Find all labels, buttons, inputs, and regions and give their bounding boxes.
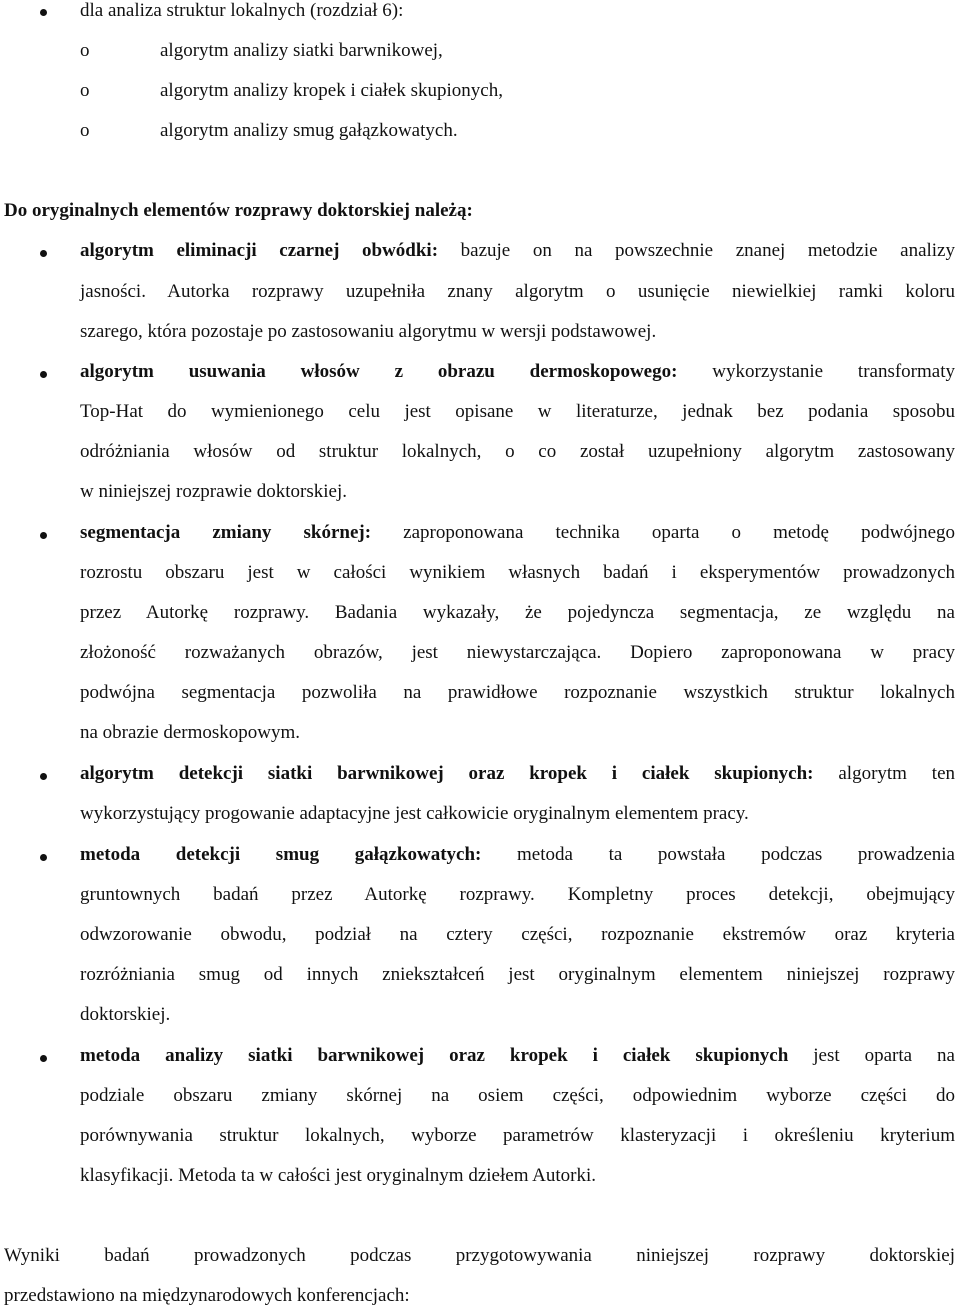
list-item-line: metoda analizy siatki barwnikowej oraz kropek i ciałek skupionych jest oparta na [80, 1045, 955, 1066]
list-item-line: złożoność rozważanych obrazów, jest niewystarczająca. Dopiero zaproponowana w pracy [80, 642, 955, 663]
list-item-line: segmentacja zmiany skórnej: zaproponowana technika oparta o metodę podwójnego [80, 522, 955, 543]
list-item-line: podwójna segmentacja pozwoliła na prawidłowe rozpoznanie wszystkich struktur lokalnych [80, 682, 955, 703]
list-item-line: na obrazie dermoskopowym. [80, 722, 301, 743]
list-item-line: Top-Hat do wymienionego celu jest opisane w literaturze, jednak bez podania sposobu [80, 401, 955, 422]
sub-bullet-marker: o [80, 40, 90, 61]
list-item-line: algorytm usuwania włosów z obrazu dermoskopowego: wykorzystanie transformaty [80, 361, 955, 382]
sub-bullet-marker: o [80, 80, 90, 101]
list-item-line: algorytm detekcji siatki barwnikowej oraz kropek i ciałek skupionych: algorytm ten [80, 763, 955, 784]
list-item-line: odróżniania włosów od struktur lokalnych, o co został uzupełniony algorytm zastosowany [80, 441, 955, 462]
list-item-line: w niniejszej rozprawie doktorskiej. [80, 481, 347, 502]
sub-bullet-marker: o [80, 120, 90, 141]
sub-item: algorytm analizy kropek i ciałek skupionych, [160, 80, 503, 101]
list-item-line: wykorzystujący progowanie adaptacyjne jest całkowicie oryginalnym elementem pracy. [80, 803, 749, 824]
list-item-line: porównywania struktur lokalnych, wyborze parametrów klasteryzacji i określeniu kryterium [80, 1125, 955, 1146]
list-item-line: gruntownych badań przez Autorkę rozprawy. Kompletny proces detekcji, obejmujący [80, 884, 955, 905]
list-item-line: algorytm eliminacji czarnej obwódki: bazuje on na powszechnie znanej metodzie analizy [80, 240, 955, 261]
bullet-marker [40, 773, 47, 780]
sub-item: algorytm analizy siatki barwnikowej, [160, 40, 443, 61]
list-item-line: doktorskiej. [80, 1004, 171, 1025]
bullet-marker [40, 250, 47, 257]
bullet-marker [40, 9, 47, 16]
list-item-line: rozrostu obszaru jest w całości wynikiem własnych badań i eksperymentów prowadzonych [80, 562, 955, 583]
closing-paragraph-line: Wyniki badań prowadzonych podczas przygotowywania niniejszej rozprawy doktorskiej [4, 1245, 955, 1266]
list-item-line: szarego, która pozostaje po zastosowaniu algorytmu w wersji podstawowej. [80, 321, 657, 342]
list-item-line: podziale obszaru zmiany skórnej na osiem części, odpowiednim wyborze części do [80, 1085, 955, 1106]
bullet-marker [40, 371, 47, 378]
list-item-line: metoda detekcji smug gałązkowatych: metoda ta powstała podczas prowadzenia [80, 844, 955, 865]
intro-bullet-text: dla analiza struktur lokalnych (rozdział 6): [80, 0, 404, 21]
closing-paragraph-line: przedstawiono na międzynarodowych konferencjach: [4, 1285, 410, 1306]
list-item-line: jasności. Autorka rozprawy uzupełniła znany algorytm o usunięcie niewielkiej ramki koloru [80, 281, 955, 302]
bullet-marker [40, 532, 47, 539]
list-item-line: rozróżniania smug od innych zniekształceń jest oryginalnym elementem niniejszej rozprawy [80, 964, 955, 985]
bullet-marker [40, 1055, 47, 1062]
sub-item: algorytm analizy smug gałązkowatych. [160, 120, 458, 141]
list-item-line: klasyfikacji. Metoda ta w całości jest oryginalnym dziełem Autorki. [80, 1165, 597, 1186]
bullet-marker [40, 854, 47, 861]
section-heading: Do oryginalnych elementów rozprawy doktorskiej należą: [4, 200, 473, 221]
list-item-line: odwzorowanie obwodu, podział na cztery części, rozpoznanie ekstremów oraz kryteria [80, 924, 955, 945]
list-item-line: przez Autorkę rozprawy. Badania wykazały, że pojedyncza segmentacja, ze względu na [80, 602, 955, 623]
